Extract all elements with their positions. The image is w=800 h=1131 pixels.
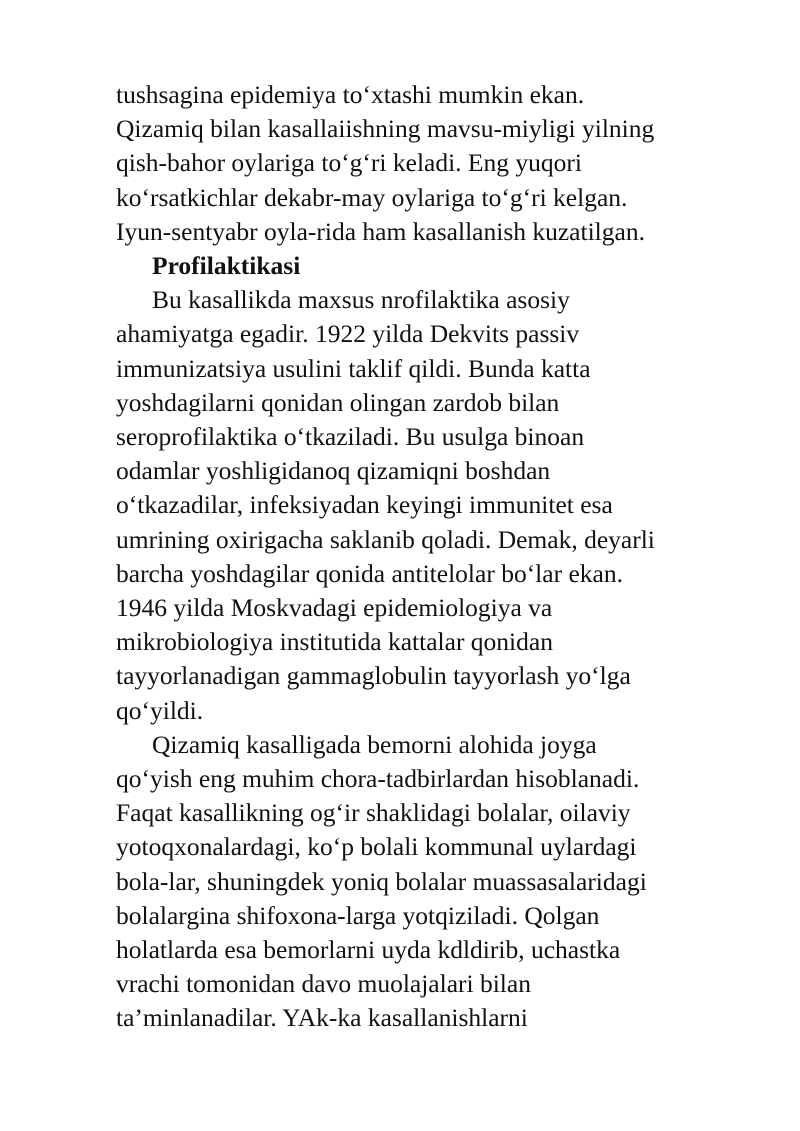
document-page <box>116 78 756 1036</box>
text-line: ta’minlanadilar. YAk-ka kasallanishlarni <box>116 1003 528 1033</box>
text-line: qish-bahor oylariga to‘g‘ri keladi. Eng yuqori <box>116 148 582 178</box>
text-line: 1946 yilda Moskvadagi epidemiologiya va <box>116 593 553 623</box>
text-line: qo‘yildi. <box>116 695 204 725</box>
text-line: o‘tkazadilar, infeksiyadan keyingi immunitet esa <box>116 490 613 520</box>
text-line: vrachi tomonidan davo muolajalari bilan <box>116 969 531 999</box>
text-line: odamlar yoshligidanoq qizamiqni boshdan <box>116 456 551 486</box>
text-line: ko‘rsatkichlar dekabr-may oylariga to‘g‘ri kelgan. <box>116 182 628 212</box>
text-line: Qizamiq kasalligada bemorni alohida joyga <box>152 729 597 759</box>
text-line: Bu kasallikda maxsus nrofilaktika asosiy <box>152 285 570 315</box>
text-line: Qizamiq bilan kasallaiishning mavsu-miyligi yilning <box>116 114 655 144</box>
text-line: Faqat kasallikning og‘ir shaklidagi bolalar, oilaviy <box>116 798 631 828</box>
text-line: barcha yoshdagilar qonida antitelolar bo‘lar ekan. <box>116 558 623 588</box>
text-line: yoshdagilarni qonidan olingan zardob bilan <box>116 387 560 417</box>
text-line: holatlarda esa bemorlarni uyda kdldirib, uchastka <box>116 935 621 965</box>
section-heading: Profilaktikasi <box>152 251 301 281</box>
text-line: umrining oxirigacha saklanib qoladi. Demak, deyarli <box>116 524 655 554</box>
text-line: ahamiyatga egadir. 1922 yilda Dekvits passiv <box>116 319 580 349</box>
text-line: seroprofilaktika o‘tkaziladi. Bu usulga binoan <box>116 422 585 452</box>
text-line: bolalargina shifoxona-larga yotqiziladi. Qolgan <box>116 900 600 930</box>
text-line: qo‘yish eng muhim chora-tadbirlardan hisoblanadi. <box>116 764 640 794</box>
text-line: mikrobiologiya institutida kattalar qonidan <box>116 627 553 657</box>
text-line: bola-lar, shuningdek yoniq bolalar muassasalaridagi <box>116 866 647 896</box>
text-line: tushsagina epidemiya to‘xtashi mumkin ekan. <box>116 80 585 109</box>
text-line: immunizatsiya usulini taklif qildi. Bunda katta <box>116 353 591 383</box>
text-line: yotoqxonalardagi, ko‘p bolali kommunal uylardagi <box>116 832 637 862</box>
text-line: tayyorlanadigan gammaglobulin tayyorlash yo‘lga <box>116 661 631 691</box>
text-line: Iyun-sentyabr oyla-rida ham kasallanish kuzatilgan. <box>116 216 645 246</box>
